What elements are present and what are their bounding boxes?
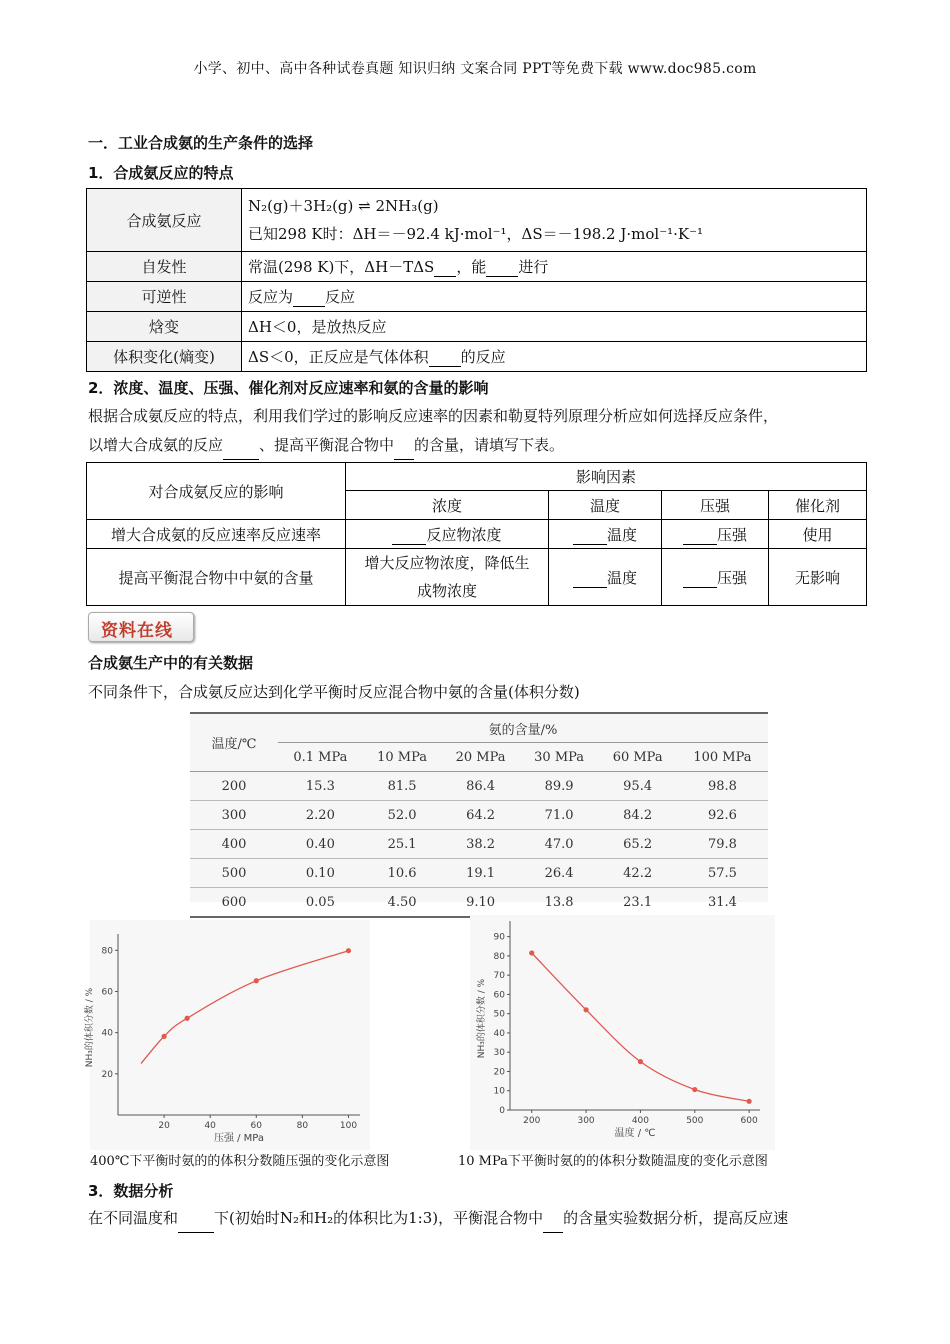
cell-text: 使用 (769, 520, 867, 549)
y-tick-label: 30 (493, 1048, 505, 1059)
x-tick-label: 600 (740, 1116, 758, 1126)
value-cell: 26.4 (544, 865, 574, 881)
data-point (161, 1034, 166, 1039)
y-tick-label: 90 (493, 932, 505, 943)
table-row (190, 888, 768, 918)
paragraph-line: 根据合成氨反应的特点，利用我们学过的影响反应速率的因素和勒夏特列原理分析应如何选择反应条件， (88, 407, 779, 425)
reaction-features-table (86, 188, 867, 372)
x-axis-label: 压强 / MPa (213, 1133, 265, 1144)
table-row (190, 830, 768, 859)
subsection-title-3: 3．数据分析 (88, 1182, 174, 1200)
y-tick-label: 60 (101, 987, 113, 998)
paragraph-text: 下(初始时N₂和H₂的体积比为1:3)，平衡混合物中 (214, 1209, 544, 1227)
y-tick-label: 0 (499, 1106, 505, 1116)
fill-blank[interactable] (394, 443, 414, 460)
reaction-equation: N₂(g)＋3H₂(g) ⇌ 2NH₃(g) (248, 197, 439, 215)
paragraph-text: 的含量实验数据分析，提高反应速 (563, 1209, 789, 1227)
data-point (638, 1059, 643, 1064)
value-cell: 81.5 (387, 778, 417, 794)
temp-cell: 400 (221, 836, 247, 852)
col-header: 温度 (549, 491, 662, 520)
fill-blank[interactable] (683, 571, 717, 588)
row-label: 可逆性 (87, 282, 242, 312)
table-row (190, 772, 768, 801)
cell-text: 常温(298 K)下，ΔH－TΔS (248, 258, 435, 276)
y-tick-label: 10 (493, 1086, 505, 1097)
table-row (190, 859, 768, 888)
pressure-header: 10 MPa (377, 749, 427, 765)
cell-text: 反应物浓度 (426, 525, 502, 544)
value-cell: 64.2 (466, 807, 496, 823)
table-row (190, 801, 768, 830)
value-cell: 89.9 (544, 778, 574, 794)
row-label: 提高平衡混合物中中氨的含量 (87, 549, 346, 606)
pressure-header: 30 MPa (534, 749, 585, 765)
cell-text: ΔS＜0，正反应是气体体积 (248, 348, 429, 366)
y-tick-label: 40 (101, 1028, 113, 1039)
value-cell: 92.6 (707, 807, 737, 823)
cell-text: 压强 (716, 525, 747, 544)
paragraph-text: 、提高平衡混合物中 (259, 436, 395, 454)
row-label: 增大合成氨的反应速率反应速率 (87, 520, 346, 549)
value-cell: 23.1 (623, 894, 653, 910)
fill-blank[interactable] (486, 260, 518, 277)
fill-blank[interactable] (434, 260, 456, 277)
paragraph-text: 在不同温度和 (88, 1209, 179, 1227)
x-tick-label: 40 (204, 1121, 216, 1131)
data-point (346, 948, 351, 953)
col-header: 浓度 (346, 491, 549, 520)
cell-text: 增大反应物浓度，降低生 (364, 554, 530, 572)
data-point (529, 950, 534, 955)
x-tick-label: 200 (523, 1116, 541, 1126)
pressure-header: 0.1 MPa (293, 749, 348, 765)
value-cell: 15.3 (305, 778, 335, 794)
value-cell: 38.2 (466, 836, 496, 852)
x-tick-label: 500 (686, 1116, 704, 1126)
x-tick-label: 100 (339, 1121, 358, 1131)
x-tick-label: 80 (296, 1121, 309, 1131)
value-cell: 65.2 (623, 836, 653, 852)
fill-blank[interactable] (223, 443, 259, 460)
y-axis-label: NH₃的体积分数 / % (85, 987, 95, 1068)
value-cell: 0.05 (305, 894, 335, 910)
value-cell: 4.50 (387, 894, 417, 910)
y-tick-label: 20 (101, 1069, 113, 1080)
cell-text: 的反应 (460, 348, 506, 366)
section-title: 一．工业合成氨的生产条件的选择 (88, 134, 314, 152)
page-header: 小学、初中、高中各种试卷真题 知识归纳 文案合同 PPT等免费下载 www.doc985.com (193, 61, 757, 77)
fill-blank[interactable] (293, 290, 325, 307)
x-tick-label: 20 (158, 1121, 170, 1131)
y-tick-label: 20 (493, 1067, 505, 1078)
row-label: 合成氨反应 (87, 189, 242, 252)
chart-caption: 10 MPa下平衡时氨的的体积分数随温度的变化示意图 (458, 1154, 768, 1169)
cell-text: 进行 (518, 258, 549, 276)
value-cell: 2.20 (305, 807, 335, 823)
paragraph-text: 的含量，请填写下表。 (414, 436, 565, 454)
value-cell: 57.5 (707, 865, 737, 881)
pressure-chart (85, 920, 370, 1150)
cell-text: 压强 (716, 568, 747, 587)
cell-text: 无影响 (769, 549, 867, 606)
temp-cell: 500 (221, 865, 247, 881)
cell-text: ，能 (456, 258, 487, 276)
data-point (185, 1016, 190, 1021)
value-cell: 84.2 (623, 807, 653, 823)
cell-text: 反应为 (248, 288, 294, 306)
influence-factors-table (86, 462, 867, 606)
y-tick-label: 60 (493, 990, 505, 1001)
x-axis-label: 温度 / ℃ (614, 1128, 656, 1139)
y-tick-label: 80 (493, 951, 505, 962)
data-point (254, 978, 259, 983)
col-header: 压强 (662, 491, 769, 520)
corner-header: 对合成氨反应的影响 (87, 463, 346, 520)
temp-header: 温度/℃ (190, 713, 278, 772)
group-header: 影响因素 (346, 463, 867, 491)
data-description: 不同条件下，合成氨反应达到化学平衡时反应混合物中氨的含量(体积分数) (88, 683, 580, 701)
cell-text: 反应 (325, 288, 356, 306)
temp-cell: 300 (221, 807, 247, 823)
row-label: 焓变 (87, 312, 242, 342)
value-cell: 0.40 (305, 836, 335, 852)
data-point (747, 1099, 752, 1104)
paragraph-text: 以增大合成氨的反应 (88, 436, 224, 454)
subsection-title-2: 2．浓度、温度、压强、催化剂对反应速率和氨的含量的影响 (88, 379, 489, 397)
value-cell: 19.1 (466, 865, 496, 881)
fill-blank[interactable] (543, 1216, 563, 1233)
info-badge (88, 612, 194, 642)
temp-cell: 200 (221, 778, 247, 794)
value-cell: 71.0 (544, 807, 574, 823)
col-header: 催化剂 (769, 491, 867, 520)
fill-blank[interactable] (429, 350, 461, 367)
value-cell: 98.8 (707, 778, 737, 794)
paragraph (88, 402, 878, 460)
fill-blank[interactable] (392, 528, 426, 545)
row-label: 自发性 (87, 252, 242, 282)
value-cell: 47.0 (544, 836, 574, 852)
value-cell: 42.2 (623, 865, 653, 881)
analysis-paragraph (88, 1204, 878, 1233)
pressure-header: 20 MPa (455, 749, 506, 765)
value-cell: 13.8 (544, 894, 574, 910)
value-cell: 52.0 (387, 807, 417, 823)
row-label: 体积变化(熵变) (87, 342, 242, 372)
y-tick-label: 70 (493, 971, 505, 982)
temp-cell: 600 (221, 894, 247, 910)
y-tick-label: 50 (493, 1009, 505, 1020)
y-tick-label: 80 (101, 946, 113, 957)
value-cell: 10.6 (387, 865, 417, 881)
value-cell: 9.10 (466, 894, 496, 910)
temperature-chart (470, 915, 775, 1150)
cell-text: 温度 (606, 525, 637, 544)
value-cell: 31.4 (707, 894, 737, 910)
fill-blank[interactable] (683, 528, 717, 545)
value-cell: 86.4 (466, 778, 496, 794)
cell-text: 成物浓度 (416, 582, 477, 600)
x-tick-label: 400 (631, 1116, 650, 1126)
fill-blank[interactable] (178, 1216, 214, 1233)
chart-caption: 400℃下平衡时氨的的体积分数随压强的变化示意图 (90, 1154, 390, 1169)
x-tick-label: 60 (250, 1121, 263, 1131)
cell-text: ΔH＜0，是放热反应 (242, 312, 867, 342)
fill-blank[interactable] (573, 528, 607, 545)
value-cell: 25.1 (387, 836, 417, 852)
cell-text: 温度 (606, 568, 637, 587)
pressure-header: 100 MPa (693, 749, 752, 765)
y-tick-label: 40 (493, 1028, 505, 1039)
chart-background (470, 915, 775, 1150)
badge-label: 资料在线 (101, 621, 173, 641)
x-tick-label: 300 (577, 1116, 595, 1126)
y-axis-label: NH₃的体积分数 / % (477, 978, 487, 1059)
value-cell: 95.4 (623, 778, 653, 794)
subsection-title-1: 1．合成氨反应的特点 (88, 164, 234, 182)
data-point (583, 1007, 588, 1012)
data-title: 合成氨生产中的有关数据 (88, 654, 254, 672)
fill-blank[interactable] (573, 571, 607, 588)
thermo-data: 已知298 K时：ΔH＝－92.4 kJ·mol⁻¹，ΔS＝－198.2 J·mol⁻¹·K⁻¹ (248, 225, 704, 243)
value-cell: 79.8 (707, 836, 737, 852)
data-point (692, 1087, 697, 1092)
value-cell: 0.10 (305, 865, 335, 881)
nh3-content-table (190, 712, 768, 910)
group-header: 氨的含量/% (278, 713, 768, 743)
pressure-header: 60 MPa (612, 749, 663, 765)
